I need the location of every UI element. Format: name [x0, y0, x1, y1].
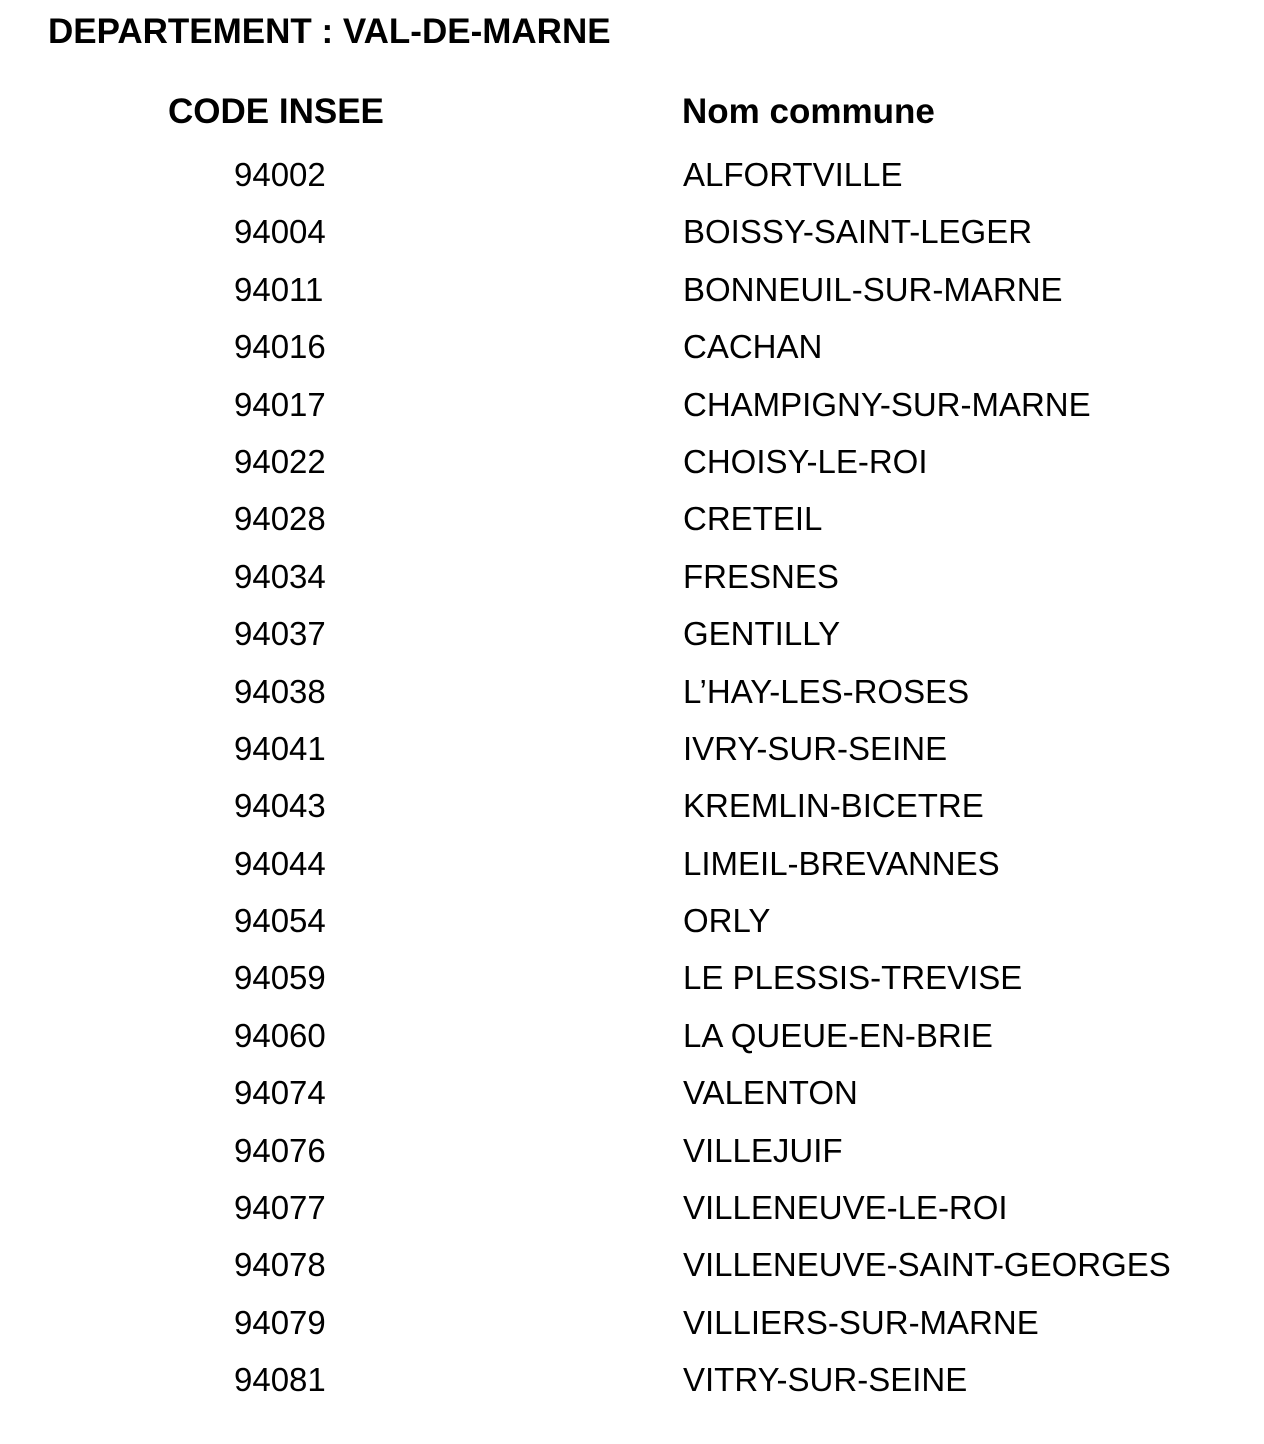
code-insee-cell: 94022 — [234, 442, 326, 480]
code-insee-cell: 94037 — [234, 615, 326, 653]
table-row — [0, 954, 1264, 1011]
code-insee-cell: 94078 — [234, 1246, 326, 1284]
code-insee-cell: 94081 — [234, 1361, 326, 1399]
commune-name-cell: VITRY-SUR-SEINE — [683, 1361, 968, 1399]
code-insee-cell: 94028 — [234, 500, 326, 538]
table-row — [0, 553, 1264, 610]
commune-name-cell: VILLENEUVE-LE-ROI — [683, 1189, 1008, 1227]
code-insee-cell: 94079 — [234, 1303, 326, 1341]
code-insee-cell: 94059 — [234, 959, 326, 997]
commune-name-cell: BOISSY-SAINT-LEGER — [683, 213, 1033, 251]
table-row — [0, 151, 1264, 208]
table-row — [0, 782, 1264, 839]
table-row — [0, 668, 1264, 725]
table-row — [0, 266, 1264, 323]
commune-name-cell: ORLY — [683, 902, 771, 940]
commune-name-cell: LA QUEUE-EN-BRIE — [683, 1016, 993, 1054]
code-insee-cell: 94041 — [234, 729, 326, 767]
commune-name-cell: CHOISY-LE-ROI — [683, 442, 928, 480]
table-row — [0, 1241, 1264, 1298]
commune-name-cell: LIMEIL-BREVANNES — [683, 844, 1000, 882]
commune-list — [0, 151, 1264, 1414]
commune-name-cell: VILLIERS-SUR-MARNE — [683, 1303, 1039, 1341]
code-insee-cell: 94054 — [234, 902, 326, 940]
table-row — [0, 438, 1264, 495]
table-row — [0, 840, 1264, 897]
code-insee-cell: 94034 — [234, 557, 326, 595]
table-row — [0, 610, 1264, 667]
table-row — [0, 208, 1264, 265]
commune-name-cell: GENTILLY — [683, 615, 841, 653]
code-insee-cell: 94043 — [234, 787, 326, 825]
commune-name-cell: CACHAN — [683, 328, 823, 366]
table-row — [0, 323, 1264, 380]
commune-name-cell: CHAMPIGNY-SUR-MARNE — [683, 385, 1091, 423]
code-insee-cell: 94077 — [234, 1189, 326, 1227]
code-insee-cell: 94074 — [234, 1074, 326, 1112]
commune-name-cell: ALFORTVILLE — [683, 156, 903, 193]
commune-name-cell: VALENTON — [683, 1074, 858, 1112]
commune-name-cell: IVRY-SUR-SEINE — [683, 729, 948, 767]
code-insee-cell: 94044 — [234, 844, 326, 882]
code-insee-cell: 94011 — [234, 270, 324, 308]
code-insee-cell: 94004 — [234, 213, 326, 251]
table-row — [0, 1069, 1264, 1126]
table-row — [0, 495, 1264, 552]
code-insee-cell: 94076 — [234, 1131, 326, 1169]
table-row — [0, 1299, 1264, 1356]
code-insee-cell: 94060 — [234, 1016, 326, 1054]
page-title: DEPARTEMENT : VAL-DE-MARNE — [48, 12, 611, 51]
table-row — [0, 381, 1264, 438]
table-row — [0, 1184, 1264, 1241]
commune-name-cell: BONNEUIL-SUR-MARNE — [683, 270, 1063, 308]
commune-name-cell: VILLENEUVE-SAINT-GEORGES — [683, 1246, 1171, 1284]
table-row — [0, 1356, 1264, 1413]
code-insee-cell: 94038 — [234, 672, 326, 710]
code-insee-cell: 94017 — [234, 385, 326, 423]
column-header-nom-commune: Nom commune — [682, 92, 935, 131]
commune-name-cell: CRETEIL — [683, 500, 823, 538]
code-insee-cell: 94002 — [234, 156, 326, 193]
table-row — [0, 1012, 1264, 1069]
table-row — [0, 897, 1264, 954]
commune-name-cell: KREMLIN-BICETRE — [683, 787, 984, 825]
code-insee-cell: 94016 — [234, 328, 326, 366]
commune-name-cell: LE PLESSIS-TREVISE — [683, 959, 1023, 997]
commune-name-cell: FRESNES — [683, 557, 839, 595]
commune-name-cell: L’HAY-LES-ROSES — [683, 672, 970, 710]
table-row — [0, 1127, 1264, 1184]
column-header-code-insee: CODE INSEE — [168, 92, 384, 131]
commune-name-cell: VILLEJUIF — [683, 1131, 843, 1169]
table-row — [0, 725, 1264, 782]
